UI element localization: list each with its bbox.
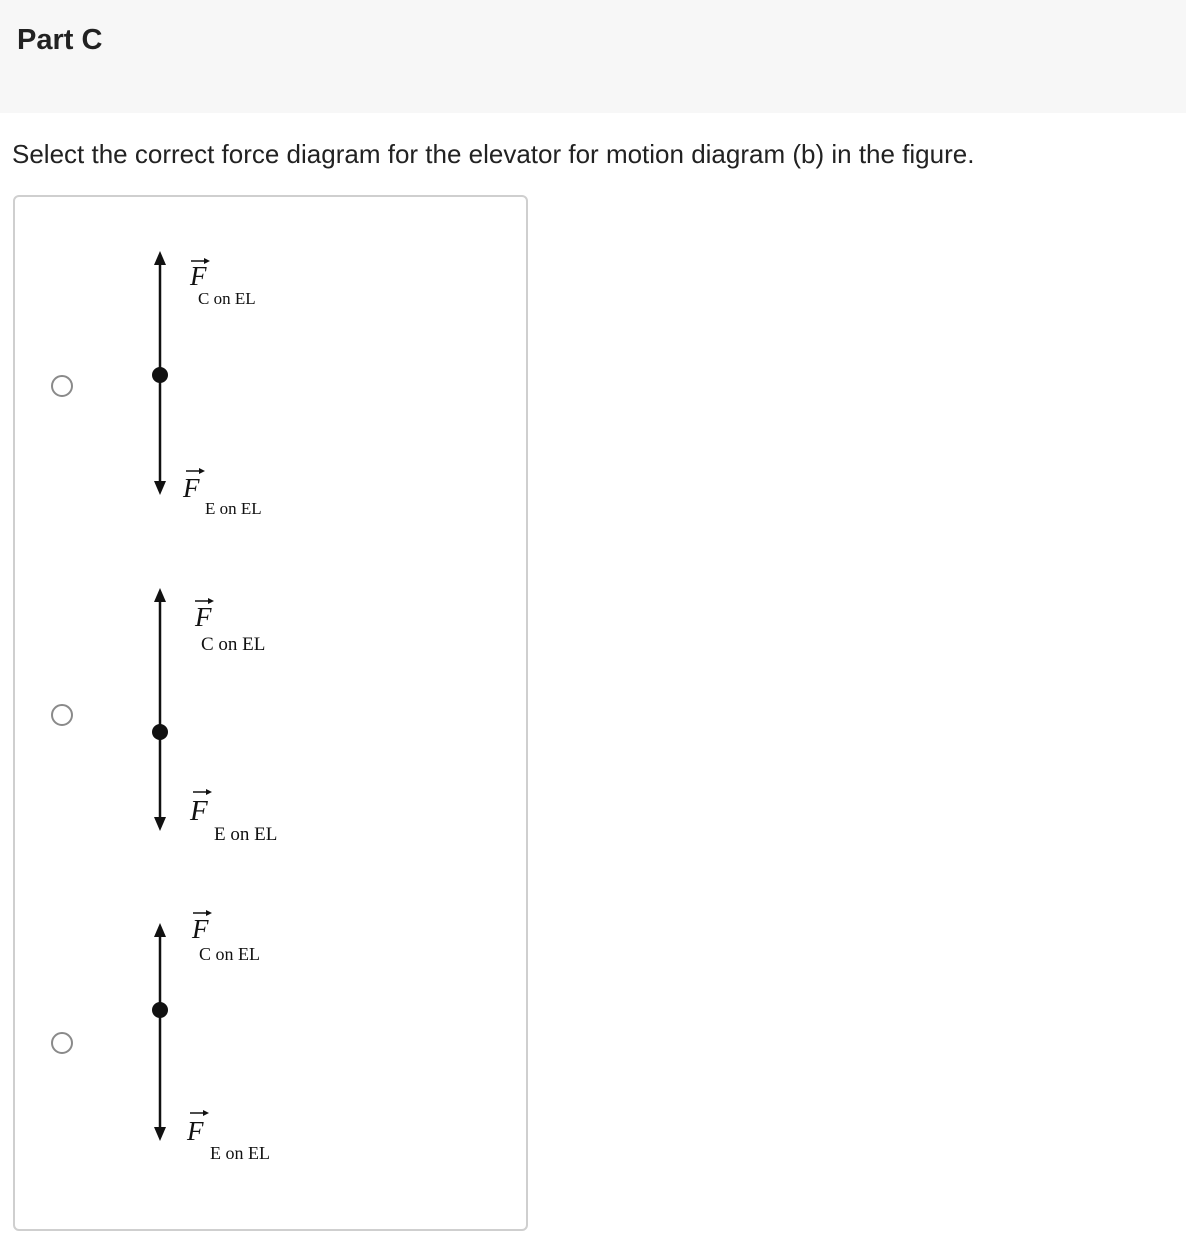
force-up-arrow	[154, 923, 166, 1010]
force-down-label	[189, 789, 277, 845]
force-up-symbol: F	[195, 602, 212, 632]
choice-2-force-diagram[interactable]	[15, 527, 530, 857]
force-down-arrow	[154, 1010, 166, 1141]
force-up-label	[189, 258, 256, 308]
answer-choices	[13, 195, 528, 1231]
force-up-symbol: F	[192, 914, 209, 944]
part-title: Part C	[17, 24, 103, 56]
force-down-symbol: F	[183, 473, 200, 503]
force-down-symbol: F	[187, 1116, 204, 1146]
choice-1-force-diagram[interactable]	[15, 197, 530, 527]
force-down-arrow	[154, 732, 166, 831]
force-up-label	[191, 910, 260, 964]
choice-3-force-diagram[interactable]	[15, 857, 530, 1187]
force-up-subscript: C on EL	[199, 944, 260, 964]
part-header	[0, 0, 1186, 113]
force-down-label	[186, 1110, 270, 1163]
elevator-point-dot	[152, 724, 168, 740]
force-up-subscript: C on EL	[201, 634, 266, 655]
elevator-point-dot	[152, 367, 168, 383]
force-up-symbol: F	[190, 261, 207, 291]
force-up-label	[194, 598, 265, 655]
force-down-subscript: E on EL	[214, 824, 278, 845]
elevator-point-dot	[152, 1002, 168, 1018]
force-up-arrow	[154, 588, 166, 732]
question-prompt: Select the correct force diagram for the elevator for motion diagram (b) in the figure.	[12, 139, 975, 169]
force-down-subscript: E on EL	[205, 499, 262, 518]
force-down-subscript: E on EL	[210, 1143, 270, 1163]
force-down-label	[182, 468, 262, 518]
force-up-arrow	[154, 251, 166, 375]
force-down-symbol: F	[190, 795, 208, 827]
force-up-subscript: C on EL	[198, 289, 256, 308]
force-down-arrow	[154, 375, 166, 495]
